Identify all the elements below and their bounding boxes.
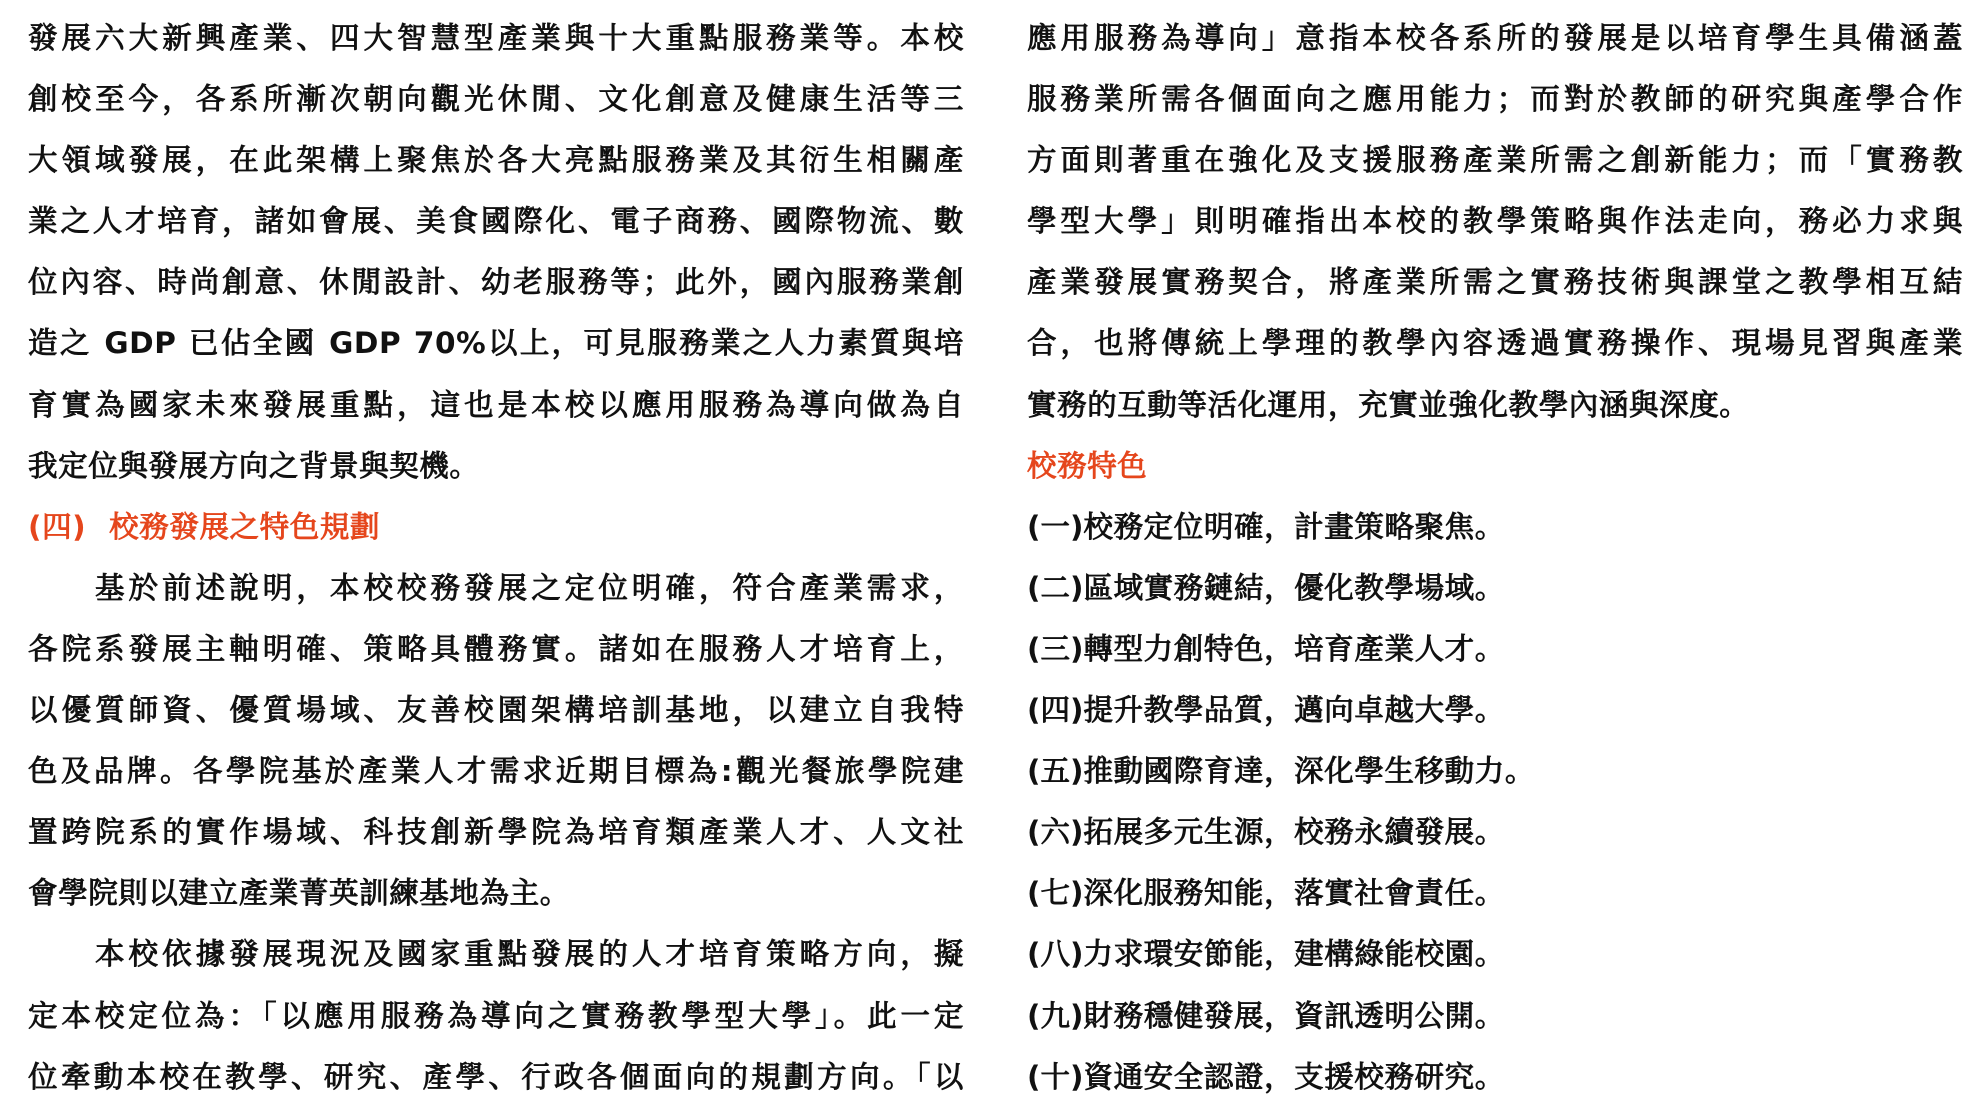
text-line: 發展六大新興產業、四大智慧型產業與十大重點服務業等。本校 <box>28 21 964 55</box>
item-text: 校務定位明確，計畫策略聚焦。 <box>1083 509 1505 544</box>
text-line: 方面則著重在強化及支援服務產業所需之創新能力；而「實務教 <box>1027 143 1963 178</box>
text-line: 服務業所需各個面向之應用能力；而對於教師的研究與產學合作 <box>1027 82 1963 117</box>
document-page <box>0 8 1985 1118</box>
feature-item <box>1027 680 1967 741</box>
features-heading: 校務特色 <box>1027 448 1148 483</box>
item-marker: (九) <box>1027 998 1084 1033</box>
item-marker: (三) <box>1027 631 1084 666</box>
item-text: 資通安全認證，支援校務研究。 <box>1083 1059 1505 1094</box>
features-list <box>1027 497 1967 1108</box>
item-marker: (十) <box>1027 1059 1084 1094</box>
item-text: 拓展多元生源，校務永續發展。 <box>1083 815 1505 850</box>
text-line: 以優質師資、優質場域、友善校園架構培訓基地，以建立自我特 <box>28 693 964 728</box>
paragraph-intro <box>28 8 968 497</box>
item-text: 區域實務鏈結，優化教學場域。 <box>1083 570 1505 605</box>
paragraph-planning <box>28 558 968 925</box>
item-text: 力求環安節能，建構綠能校園。 <box>1083 937 1505 972</box>
item-marker: (二) <box>1027 570 1084 605</box>
text-line: 定本校定位為：「以應用服務為導向之實務教學型大學」。此一定 <box>28 998 964 1033</box>
left-column <box>28 8 968 1108</box>
feature-item <box>1027 802 1967 863</box>
section-heading <box>28 497 968 558</box>
item-marker: (七) <box>1027 876 1084 911</box>
item-text: 深化服務知能，落實社會責任。 <box>1083 876 1505 911</box>
right-column <box>1027 8 1967 1108</box>
section-title: 校務發展之特色規劃 <box>109 509 381 544</box>
feature-item <box>1027 924 1967 985</box>
item-marker: (五) <box>1027 754 1084 789</box>
feature-item <box>1027 863 1967 924</box>
feature-item <box>1027 497 1967 558</box>
item-marker: (四) <box>1027 693 1084 728</box>
item-text: 財務穩健發展，資訊透明公開。 <box>1083 998 1505 1033</box>
text-line: 本校依據發展現況及國家重點發展的人才培育策略方向，擬 <box>95 937 964 972</box>
paragraph-positioning-continued <box>1027 8 1967 436</box>
text-line: 基於前述說明，本校校務發展之定位明確，符合產業需求， <box>95 570 964 605</box>
text-line: 學型大學」則明確指出本校的教學策略與作法走向，務必力求與 <box>1027 204 1963 239</box>
text-line: 合，也將傳統上學理的教學內容透過實務操作、現場見習與產業 <box>1027 326 1963 361</box>
text-line: 各院系發展主軸明確、策略具體務實。諸如在服務人才培育上， <box>28 631 964 666</box>
item-text: 提升教學品質，邁向卓越大學。 <box>1083 693 1505 728</box>
text-line: 產業發展實務契合，將產業所需之實務技術與課堂之教學相互結 <box>1027 265 1963 300</box>
text-line: 會學院則以建立產業菁英訓練基地為主。 <box>28 876 570 911</box>
feature-item <box>1027 619 1967 680</box>
item-marker: (一) <box>1027 509 1084 544</box>
text-line: 創校至今，各系所漸次朝向觀光休閒、文化創意及健康生活等三 <box>28 82 964 117</box>
text-line: 育實為國家未來發展重點，這也是本校以應用服務為導向做為自 <box>28 387 964 422</box>
paragraph-positioning <box>28 924 968 1107</box>
text-line: 業之人才培育，諸如會展、美食國際化、電子商務、國際物流、數 <box>28 204 964 239</box>
item-text: 轉型力創特色，培育產業人才。 <box>1083 631 1505 666</box>
section-number: (四) <box>28 509 87 544</box>
text-line: 色及品牌。各學院基於產業人才需求近期目標為:觀光餐旅學院建 <box>28 754 964 789</box>
feature-item <box>1027 986 1967 1047</box>
text-line: 位內容、時尚創意、休閒設計、幼老服務等；此外，國內服務業創 <box>28 265 964 300</box>
text-line: 實務的互動等活化運用，充實並強化教學內涵與深度。 <box>1027 387 1750 422</box>
feature-item <box>1027 1047 1967 1108</box>
text-line: 大領域發展，在此架構上聚焦於各大亮點服務業及其衍生相關產 <box>28 143 964 178</box>
item-marker: (六) <box>1027 815 1084 850</box>
text-line: 置跨院系的實作場域、科技創新學院為培育類產業人才、人文社 <box>28 815 964 850</box>
item-text: 推動國際育達，深化學生移動力。 <box>1083 754 1535 789</box>
text-line: 位牽動本校在教學、研究、產學、行政各個面向的規劃方向。「以 <box>28 1059 964 1094</box>
text-line: 造之 GDP 已佔全國 GDP 70%以上，可見服務業之人力素質與培 <box>28 326 964 361</box>
feature-item <box>1027 741 1967 802</box>
text-line: 我定位與發展方向之背景與契機。 <box>28 448 480 483</box>
item-marker: (八) <box>1027 937 1084 972</box>
text-line: 應用服務為導向」意指本校各系所的發展是以培育學生具備涵蓋 <box>1027 21 1963 55</box>
feature-item <box>1027 558 1967 619</box>
